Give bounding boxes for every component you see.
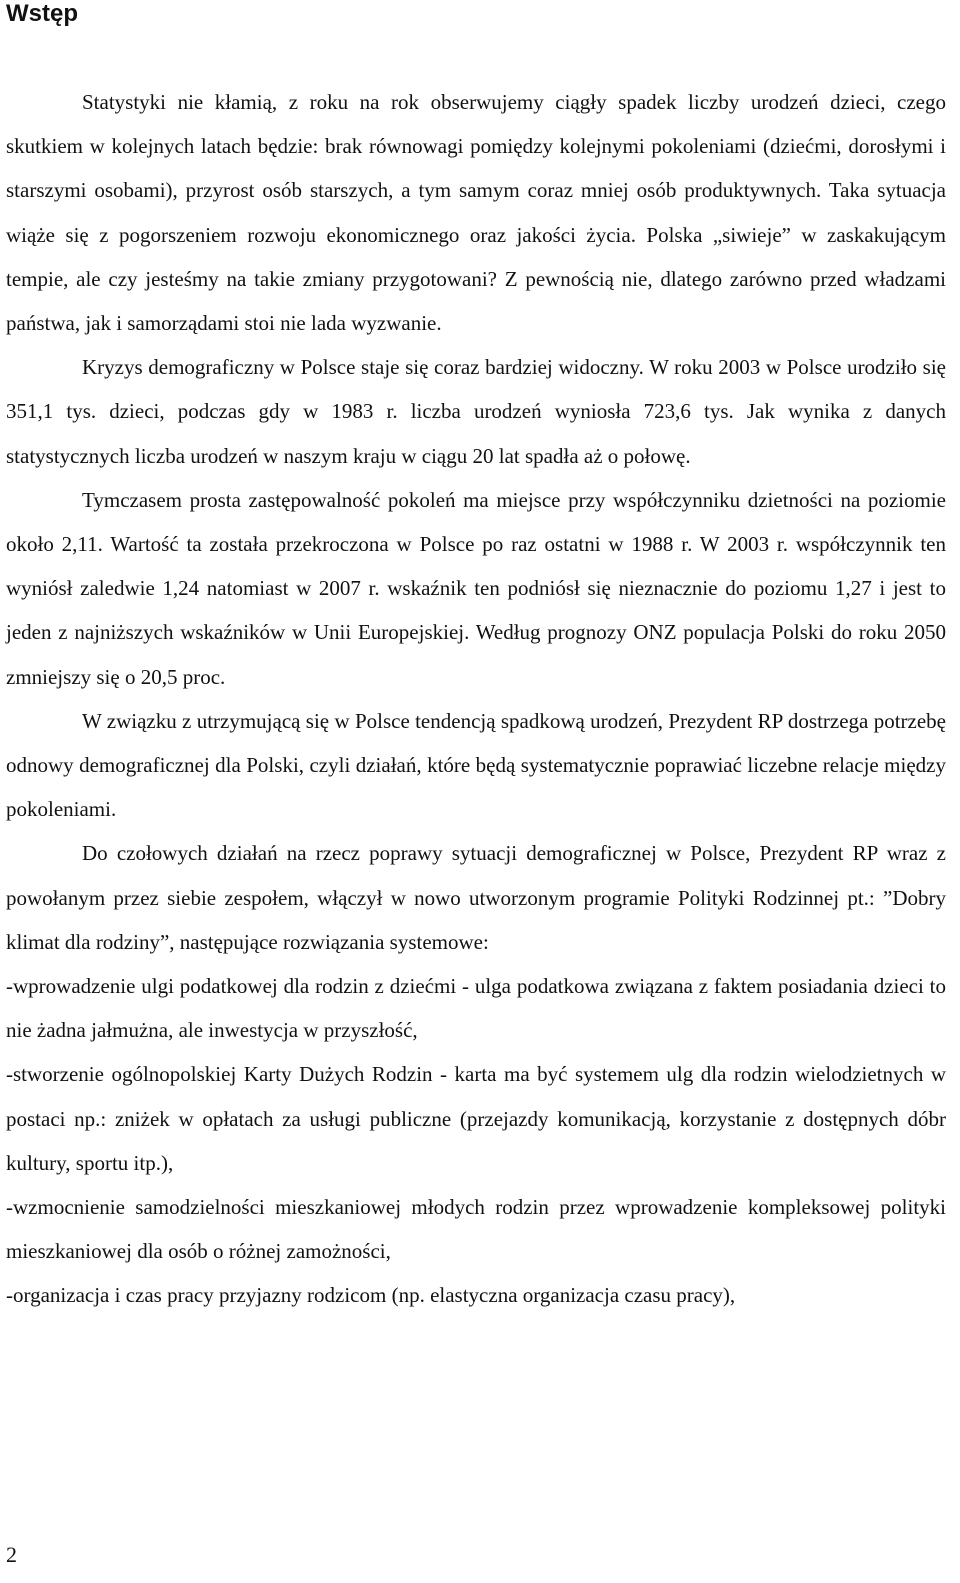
paragraph-birth-decline: Statystyki nie kłamią, z roku na rok obserwujemy ciągły spadek liczby urodzeń dzieci, czego skutkiem w kolejnych latach będzie: brak równowagi pomiędzy kolejnymi pokoleniami (dziećmi, dorosłymi i starszymi osobami), przyrost osób starszych, a tym samym coraz mniej osób produktywnych. Taka sytuacja wiąże się z pogorszeniem rozwoju ekonomicznego oraz jakości życia. Polska „siwieje” w zaskakującym tempie, ale czy jesteśmy na takie zmiany przygotowani? Z pewnością nie, dlatego zarówno przed władzami państwa, jak i samorządami stoi nie lada wyzwanie. xyxy=(6,90,946,336)
page-number: 2 xyxy=(6,1542,17,1567)
list-item-housing: -wzmocnienie samodzielności mieszkaniowej młodych rodzin przez wprowadzenie kompleksowej polityki mieszkaniowej dla osób o różnej zamożności, xyxy=(6,1195,946,1264)
paragraph-family-policy: Do czołowych działań na rzecz poprawy sytuacji demograficznej w Polsce, Prezydent RP wraz z powołanym przez siebie zespołem, włączył w nowo utworzonym programie Polityki Rodzinnej pt.: ”Dobry klimat dla rodziny”, następujące rozwiązania systemowe: xyxy=(6,841,946,954)
section-heading: Wstęp xyxy=(6,0,78,27)
list-item-tax-relief: -wprowadzenie ulgi podatkowej dla rodzin z dziećmi - ulga podatkowa związana z faktem posiadania dzieci to nie żadna jałmużna, ale inwestycja w przyszłość, xyxy=(6,974,946,1043)
paragraph-president-renewal: W związku z utrzymującą się w Polsce tendencją spadkową urodzeń, Prezydent RP dostrzega potrzebę odnowy demograficznej dla Polski, czyli działań, które będą systematycznie poprawiać liczebne relacje między pokoleniami. xyxy=(6,708,946,822)
body-text xyxy=(6,80,946,1318)
paragraph-demographic-crisis: Kryzys demograficzny w Polsce staje się coraz bardziej widoczny. W roku 2003 w Polsce urodziło się 351,1 tys. dzieci, podczas gdy w 1983 r. liczba urodzeń wyniosła 723,6 tys. Jak wynika z danych statystycznych liczba urodzeń w naszym kraju w ciągu 20 lat spadła aż o połowę. xyxy=(6,355,946,468)
list-item-large-family-card: -stworzenie ogólnopolskiej Karty Dużych Rodzin - karta ma być systemem ulg dla rodzin wielodzietnych w postaci np.: zniżek w opłatach za usługi publiczne (przejazdy komunikacją, korzystanie z dostępnych dóbr kultury, sportu itp.), xyxy=(6,1062,946,1175)
list-item-work-organization: -organizacja i czas pracy przyjazny rodzicom (np. elastyczna organizacja czasu pracy), xyxy=(6,1283,736,1308)
paragraph-fertility-rate: Tymczasem prosta zastępowalność pokoleń ma miejsce przy współczynniku dzietności na poziomie około 2,11. Wartość ta została przekroczona w Polsce po raz ostatni w 1988 r. W 2003 r. współczynnik ten wyniósł zaledwie 1,24 natomiast w 2007 r. wskaźnik ten podniósł się nieznacznie do poziomu 1,27 i jest to jeden z najniższych wskaźników w Unii Europejskiej. Według prognozy ONZ populacja Polski do roku 2050 zmniejszy się o 20,5 proc. xyxy=(6,487,946,689)
